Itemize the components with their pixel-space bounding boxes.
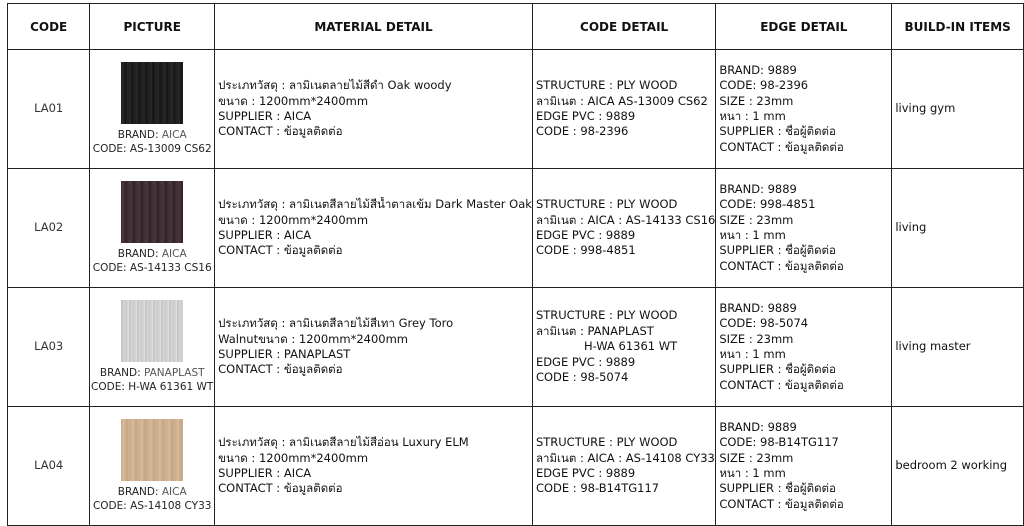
- code-detail-line: CODE : 98-B14TG117: [535, 481, 660, 496]
- brand-line: BRAND: AICA: [117, 486, 187, 498]
- picture-code: CODE: AS-14133 CS16: [92, 262, 212, 274]
- material-line: ขนาด : 1200mm*2400mm: [218, 212, 369, 227]
- edge-line: หนา : 1 mm: [719, 228, 786, 242]
- code-detail-line: ลามิเนต : PANAPLAST: [535, 323, 654, 338]
- edge-line: SIZE : 23mm: [719, 212, 794, 227]
- edge-line: SUPPLIER : ชื่อผู้ติดต่อ: [719, 124, 836, 139]
- table-row: [8, 288, 1024, 407]
- material-line: CONTACT : ข้อมูลติดต่อ: [218, 124, 343, 139]
- code-detail-line: STRUCTURE : PLY WOOD: [535, 78, 678, 93]
- material-line: SUPPLIER : AICA: [218, 109, 312, 123]
- code-detail-cell: [532, 407, 715, 526]
- edge-line: SIZE : 23mm: [719, 331, 794, 346]
- material-detail-cell: [215, 50, 533, 169]
- material-line: SUPPLIER : AICA: [218, 228, 312, 242]
- code-detail-line: STRUCTURE : PLY WOOD: [535, 308, 678, 323]
- edge-line: BRAND: 9889: [719, 300, 797, 315]
- code-detail-line: EDGE PVC : 9889: [535, 466, 636, 480]
- edge-line: CONTACT : ข้อมูลติดต่อ: [719, 496, 844, 511]
- edge-line: CONTACT : ข้อมูลติดต่อ: [719, 377, 844, 392]
- header-code: CODE: [8, 4, 90, 50]
- edge-line: BRAND: 9889: [719, 419, 797, 434]
- material-line: CONTACT : ข้อมูลติดต่อ: [218, 362, 343, 377]
- build-in-items-cell: living master: [892, 288, 1024, 407]
- picture-cell: [90, 288, 215, 407]
- edge-line: CONTACT : ข้อมูลติดต่อ: [719, 139, 844, 154]
- material-line: CONTACT : ข้อมูลติดต่อ: [218, 243, 343, 258]
- edge-line: CONTACT : ข้อมูลติดต่อ: [719, 258, 844, 273]
- code-detail-line: CODE : 998-4851: [535, 243, 636, 258]
- material-detail-cell: [215, 288, 533, 407]
- table-row: [8, 50, 1024, 169]
- material-line: Walnutขนาด : 1200mm*2400mm: [218, 331, 408, 346]
- edge-line: SUPPLIER : ชื่อผู้ติดต่อ: [719, 481, 836, 496]
- code-detail-line: CODE : 98-2396: [535, 124, 629, 139]
- code-detail-line: CODE : 98-5074: [535, 370, 629, 385]
- brand-value: AICA: [161, 248, 187, 260]
- header-row: [8, 4, 1024, 50]
- code-detail-line: STRUCTURE : PLY WOOD: [535, 435, 678, 450]
- material-line: ประเภทวัสดุ : ลามิเนตสีลายไม้สีเทา Grey Toro: [218, 316, 454, 331]
- code-detail-cell: [532, 169, 715, 288]
- material-spec-table: [7, 3, 1024, 526]
- row-code: LA01: [8, 50, 90, 169]
- header-build-in-items: BUILD-IN ITEMS: [892, 4, 1024, 50]
- edge-detail-cell: [716, 50, 892, 169]
- material-swatch-image: [121, 419, 183, 481]
- brand-value: PANAPLAST: [143, 367, 205, 379]
- material-line: ประเภทวัสดุ : ลามิเนตสีลายไม้สีอ่อน Luxury ELM: [218, 435, 469, 450]
- brand-line: BRAND: AICA: [117, 248, 187, 260]
- brand-value: AICA: [161, 486, 187, 498]
- edge-line: CODE: 98-5074: [719, 316, 809, 331]
- build-in-items-cell: living gym: [892, 50, 1024, 169]
- code-detail-line: EDGE PVC : 9889: [535, 228, 636, 242]
- picture-cell: [90, 169, 215, 288]
- code-detail-cell: [532, 288, 715, 407]
- code-detail-line: EDGE PVC : 9889: [535, 354, 636, 369]
- edge-line: SUPPLIER : ชื่อผู้ติดต่อ: [719, 362, 836, 377]
- material-line: ขนาด : 1200mm*2400mm: [218, 93, 369, 108]
- material-swatch-image: [121, 62, 183, 124]
- picture-code: CODE: AS-13009 CS62: [92, 143, 212, 155]
- header-material-detail: MATERIAL DETAIL: [215, 4, 533, 50]
- material-swatch-image: [121, 181, 183, 243]
- edge-line: BRAND: 9889: [719, 181, 797, 196]
- build-in-items-cell: bedroom 2 working: [892, 407, 1024, 526]
- edge-line: หนา : 1 mm: [719, 466, 786, 480]
- material-line: SUPPLIER : AICA: [218, 466, 312, 480]
- edge-line: SUPPLIER : ชื่อผู้ติดต่อ: [719, 243, 836, 258]
- picture-code: CODE: H-WA 61361 WT: [91, 381, 214, 393]
- brand-line: BRAND: PANAPLAST: [99, 367, 205, 379]
- material-line: CONTACT : ข้อมูลติดต่อ: [218, 481, 343, 496]
- edge-line: CODE: 998-4851: [719, 197, 816, 212]
- material-detail-cell: [215, 169, 533, 288]
- code-detail-line: H-WA 61361 WT: [583, 339, 678, 354]
- brand-line: BRAND: AICA: [117, 129, 187, 141]
- picture-cell: [90, 407, 215, 526]
- table-row: [8, 407, 1024, 526]
- header-edge-detail: EDGE DETAIL: [716, 4, 892, 50]
- edge-line: SIZE : 23mm: [719, 93, 794, 108]
- material-line: ประเภทวัสดุ : ลามิเนตสีลายไม้สีน้ำตาลเข้ม Dark Master Oak: [218, 197, 532, 212]
- material-line: ประเภทวัสดุ : ลามิเนตลายไม้สีดำ Oak woody: [218, 78, 452, 93]
- build-in-items-cell: living: [892, 169, 1024, 288]
- row-code: LA04: [8, 407, 90, 526]
- code-detail-cell: [532, 50, 715, 169]
- code-detail-line: ลามิเนต : AICA : AS-14133 CS16: [535, 212, 716, 227]
- edge-line: SIZE : 23mm: [719, 450, 794, 465]
- code-detail-line: ลามิเนต : AICA : AS-14108 CY33: [535, 450, 715, 465]
- edge-line: CODE: 98-B14TG117: [719, 435, 839, 450]
- edge-line: BRAND: 9889: [719, 62, 797, 77]
- code-detail-line: STRUCTURE : PLY WOOD: [535, 197, 678, 212]
- row-code: LA02: [8, 169, 90, 288]
- edge-line: CODE: 98-2396: [719, 78, 809, 93]
- material-swatch-image: [121, 300, 183, 362]
- material-line: ขนาด : 1200mm*2400mm: [218, 450, 369, 465]
- header-code-detail: CODE DETAIL: [532, 4, 715, 50]
- picture-code: CODE: AS-14108 CY33: [92, 500, 212, 512]
- material-detail-cell: [215, 407, 533, 526]
- edge-line: หนา : 1 mm: [719, 109, 786, 123]
- table-row: [8, 169, 1024, 288]
- edge-line: หนา : 1 mm: [719, 347, 786, 361]
- edge-detail-cell: [716, 288, 892, 407]
- header-picture: PICTURE: [90, 4, 215, 50]
- brand-value: AICA: [161, 129, 187, 141]
- row-code: LA03: [8, 288, 90, 407]
- picture-cell: [90, 50, 215, 169]
- material-line: SUPPLIER : PANAPLAST: [218, 347, 351, 361]
- code-detail-line: ลามิเนต : AICA AS-13009 CS62: [535, 93, 708, 108]
- edge-detail-cell: [716, 169, 892, 288]
- code-detail-line: EDGE PVC : 9889: [535, 109, 636, 123]
- edge-detail-cell: [716, 407, 892, 526]
